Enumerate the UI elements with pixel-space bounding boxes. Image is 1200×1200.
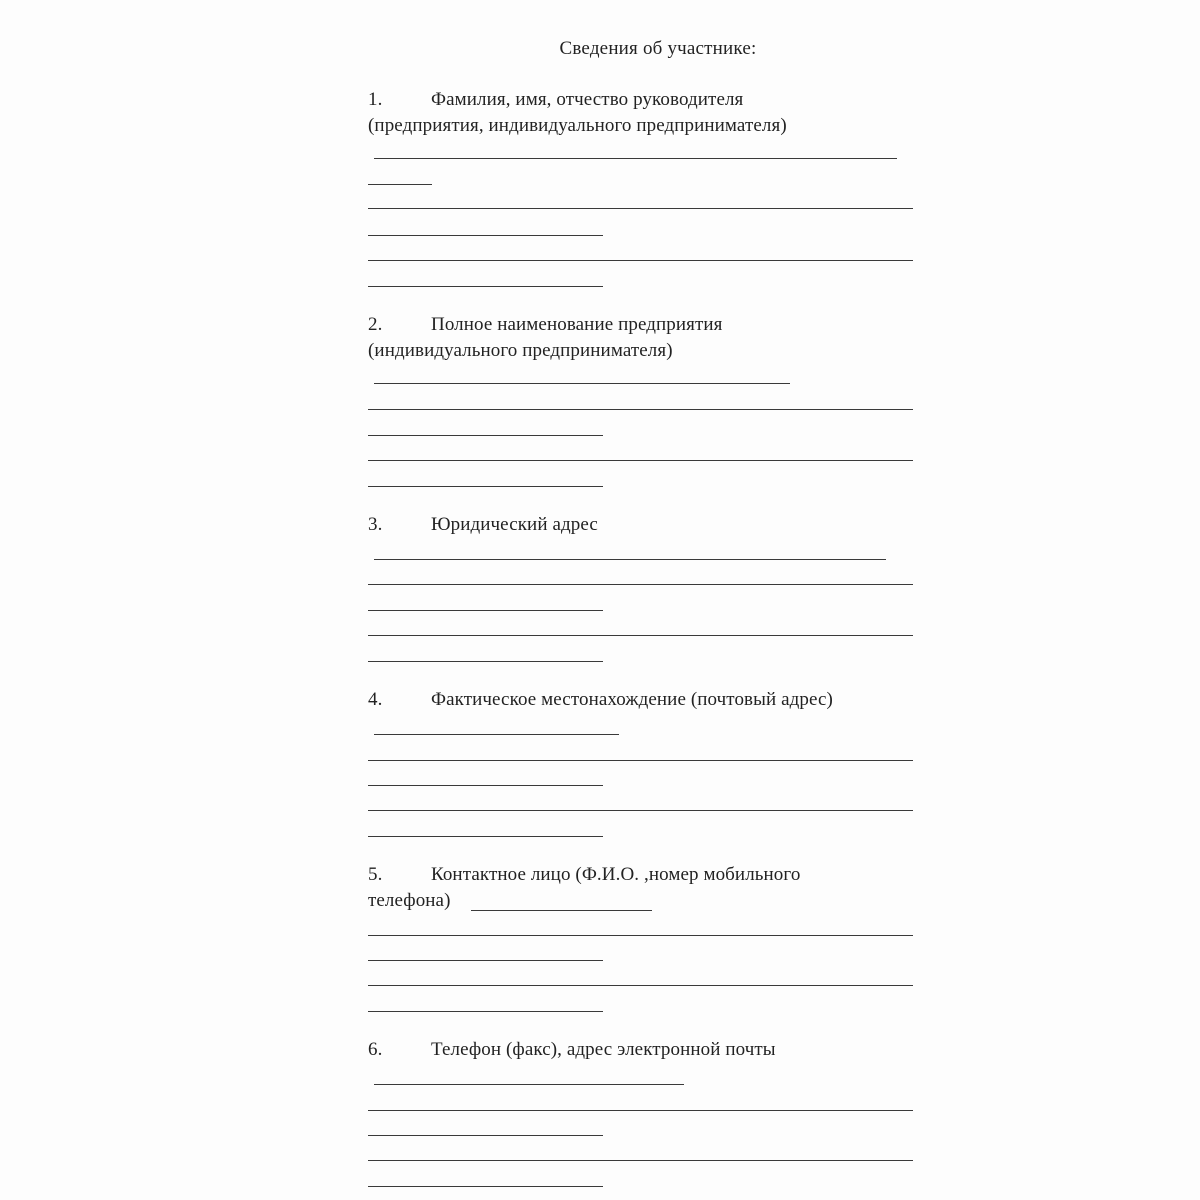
section-6-heading [368,1037,776,1063]
section-5-answer-line[interactable] [368,935,913,936]
section-3-answer-line[interactable] [368,661,603,662]
section-1-answer-line[interactable] [368,260,913,261]
section-2-number: 2. [368,314,383,335]
section-6-answer-line[interactable] [368,1160,913,1161]
section-1-answer-line[interactable] [368,235,603,236]
section-6-answer-line[interactable] [368,1135,603,1136]
section-5-heading-line2 [368,888,652,914]
section-1-answer-line[interactable] [368,184,432,185]
section-4-heading [368,687,833,713]
section-3-answer-line[interactable] [368,610,603,611]
section-6-answer-line[interactable] [374,1084,684,1085]
section-2-answer-line[interactable] [368,409,913,410]
section-3-answer-line[interactable] [368,584,913,585]
section-1-heading [368,87,743,113]
section-5-answer-line[interactable] [368,960,603,961]
section-5-title: Контактное лицо (Ф.И.О. ,номер мобильного [431,864,801,885]
section-2-answer-line[interactable] [374,383,790,384]
section-6-answer-line[interactable] [368,1110,913,1111]
section-2-answer-line[interactable] [368,435,603,436]
section-1-answer-line[interactable] [368,286,603,287]
section-4-answer-line[interactable] [374,734,619,735]
section-6-title: Телефон (факс), адрес электронной почты [431,1039,776,1060]
section-5-answer-line[interactable] [368,1011,603,1012]
section-4-title: Фактическое местонахождение (почтовый адрес) [431,689,833,710]
section-5-title-line2: телефона) [368,890,451,911]
section-2-heading [368,312,723,338]
section-2-answer-line[interactable] [368,486,603,487]
section-1-title: Фамилия, имя, отчество руководителя [431,89,744,110]
section-3-answer-line[interactable] [368,635,913,636]
section-5-answer-line[interactable] [471,910,652,911]
section-1-answer-line[interactable] [374,158,897,159]
section-4-answer-line[interactable] [368,810,913,811]
section-6-answer-line[interactable] [368,1186,603,1187]
section-2-answer-line[interactable] [368,460,913,461]
section-4-answer-line[interactable] [368,836,603,837]
section-3-number: 3. [368,514,383,535]
section-1-number: 1. [368,89,383,110]
section-3-heading [368,512,598,538]
section-5-number: 5. [368,864,383,885]
section-5-heading [368,862,800,888]
section-4-answer-line[interactable] [368,785,603,786]
section-4-answer-line[interactable] [368,760,913,761]
section-5-answer-line[interactable] [368,985,913,986]
section-3-title: Юридический адрес [431,514,598,535]
section-2-heading-line2: (индивидуального предпринимателя) [368,340,673,361]
section-3-answer-line[interactable] [374,559,886,560]
section-2-title: Полное наименование предприятия [431,314,723,335]
section-4-number: 4. [368,689,383,710]
section-1-answer-line[interactable] [368,208,913,209]
section-1-heading-line2: (предприятия, индивидуального предпринимателя) [368,115,787,136]
section-6-number: 6. [368,1039,383,1060]
form-title: Сведения об участнике: [559,38,757,59]
